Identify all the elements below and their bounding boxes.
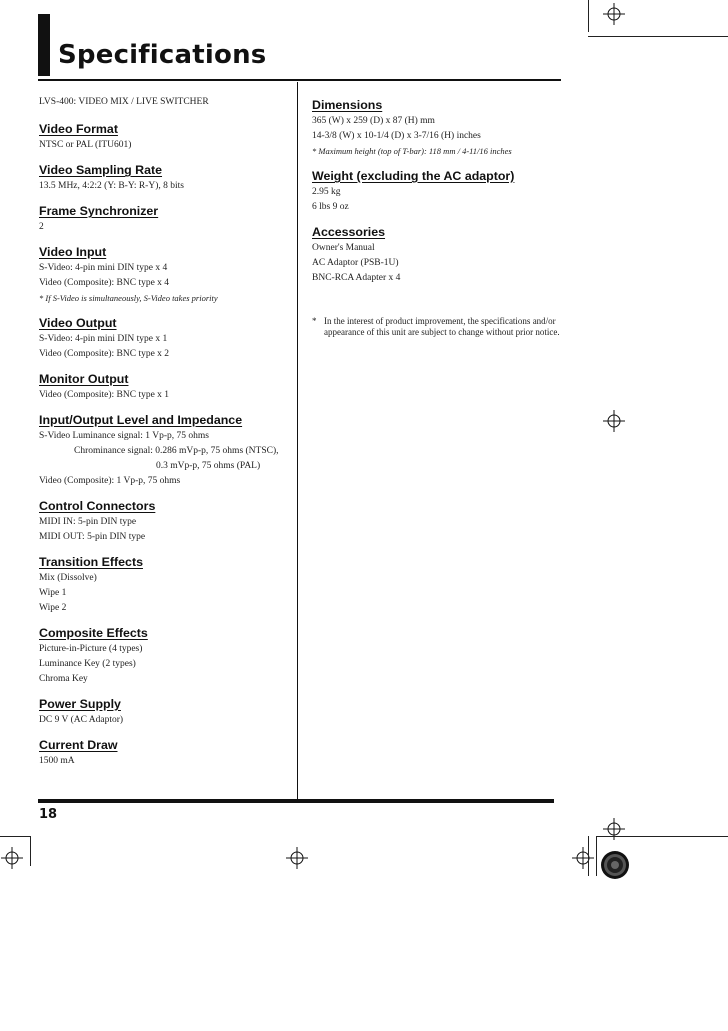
crop-line bbox=[588, 0, 589, 32]
spec-line: 365 (W) x 259 (D) x 87 (H) mm bbox=[312, 116, 435, 126]
spec-line: 13.5 MHz, 4:2:2 (Y: B-Y: R-Y), 8 bits bbox=[39, 181, 184, 191]
target-circle-icon bbox=[600, 850, 630, 880]
section-heading: Transition Effects bbox=[39, 555, 143, 569]
spec-line: Video (Composite): BNC type x 2 bbox=[39, 349, 170, 359]
section-heading: Video Output bbox=[39, 316, 117, 330]
section-heading: Video Input bbox=[39, 245, 107, 259]
left-column bbox=[39, 96, 294, 769]
spec-line: MIDI IN: 5-pin DIN type bbox=[39, 517, 137, 527]
crop-line bbox=[0, 836, 30, 837]
registration-mark-icon bbox=[603, 3, 625, 25]
spec-line: S-Video: 4-pin mini DIN type x 1 bbox=[39, 334, 168, 344]
crop-line bbox=[30, 836, 31, 866]
section-heading: Monitor Output bbox=[39, 372, 129, 386]
spec-line: 2.95 kg bbox=[312, 187, 341, 197]
section-heading: Composite Effects bbox=[39, 626, 148, 640]
spec-line: S-Video Luminance signal: 1 Vp-p, 75 ohms bbox=[39, 431, 209, 441]
spec-line: Owner's Manual bbox=[312, 243, 375, 253]
registration-mark-icon bbox=[572, 847, 594, 869]
spec-line: Chroma Key bbox=[39, 674, 88, 684]
crop-line bbox=[588, 36, 728, 37]
spec-line: 1500 mA bbox=[39, 756, 75, 766]
crop-line bbox=[588, 836, 589, 876]
model-intro: LVS-400: VIDEO MIX / LIVE SWITCHER bbox=[39, 97, 209, 107]
spec-line: S-Video: 4-pin mini DIN type x 4 bbox=[39, 263, 168, 273]
section-heading: Accessories bbox=[312, 225, 386, 239]
spec-line: Picture-in-Picture (4 types) bbox=[39, 644, 143, 654]
spec-line: AC Adaptor (PSB-1U) bbox=[312, 258, 399, 268]
crop-line bbox=[596, 836, 597, 876]
spec-line: 6 lbs 9 oz bbox=[312, 202, 349, 212]
section-heading: Frame Synchronizer bbox=[39, 204, 159, 218]
spec-line: 14-3/8 (W) x 10-1/4 (D) x 3-7/16 (H) inches bbox=[312, 131, 481, 141]
spec-line: 0.3 mVp-p, 75 ohms (PAL) bbox=[156, 461, 261, 471]
spec-line: Wipe 1 bbox=[39, 588, 67, 598]
title-rule bbox=[38, 79, 561, 81]
section-heading: Input/Output Level and Impedance bbox=[39, 413, 243, 427]
crop-line bbox=[596, 836, 728, 837]
spec-line: NTSC or PAL (ITU601) bbox=[39, 140, 132, 150]
section-heading: Dimensions bbox=[312, 98, 383, 112]
registration-mark-icon bbox=[1, 847, 23, 869]
spec-line: Video (Composite): 1 Vp-p, 75 ohms bbox=[39, 476, 181, 486]
page-number: 18 bbox=[39, 807, 58, 822]
spec-line: DC 9 V (AC Adaptor) bbox=[39, 715, 124, 725]
registration-mark-icon bbox=[603, 410, 625, 432]
spec-line: Video (Composite): BNC type x 4 bbox=[39, 278, 170, 288]
section-heading: Control Connectors bbox=[39, 499, 156, 513]
footnote-text: In the interest of product improvement, the specifications and/or appearance of this unit are subject to change without prior notice. bbox=[324, 316, 560, 337]
title-bar-accent bbox=[38, 14, 50, 76]
spec-line: Mix (Dissolve) bbox=[39, 573, 97, 583]
footnote-star: * bbox=[312, 316, 317, 326]
spec-note: * If S-Video is simultaneously, S-Video takes priority bbox=[39, 293, 218, 303]
bottom-rule bbox=[38, 799, 554, 803]
spec-line: Luminance Key (2 types) bbox=[39, 659, 136, 669]
section-heading: Video Format bbox=[39, 122, 118, 136]
spec-line: MIDI OUT: 5-pin DIN type bbox=[39, 532, 146, 542]
spec-note: * Maximum height (top of T-bar): 118 mm / 4-11/16 inches bbox=[312, 146, 512, 156]
section-heading: Video Sampling Rate bbox=[39, 163, 163, 177]
footnote bbox=[312, 316, 562, 338]
section-heading: Power Supply bbox=[39, 697, 121, 711]
spec-line: 2 bbox=[39, 222, 44, 232]
registration-mark-icon bbox=[286, 847, 308, 869]
section-heading: Weight (excluding the AC adaptor) bbox=[312, 169, 515, 183]
section-heading: Current Draw bbox=[39, 738, 118, 752]
right-column bbox=[312, 96, 562, 338]
page-title: Specifications bbox=[58, 40, 267, 70]
spec-line: BNC-RCA Adapter x 4 bbox=[312, 273, 401, 283]
spec-line: Wipe 2 bbox=[39, 603, 67, 613]
spec-line: Chrominance signal: 0.286 mVp-p, 75 ohms (NTSC), bbox=[74, 446, 279, 456]
column-divider bbox=[297, 82, 298, 800]
spec-line: Video (Composite): BNC type x 1 bbox=[39, 390, 170, 400]
